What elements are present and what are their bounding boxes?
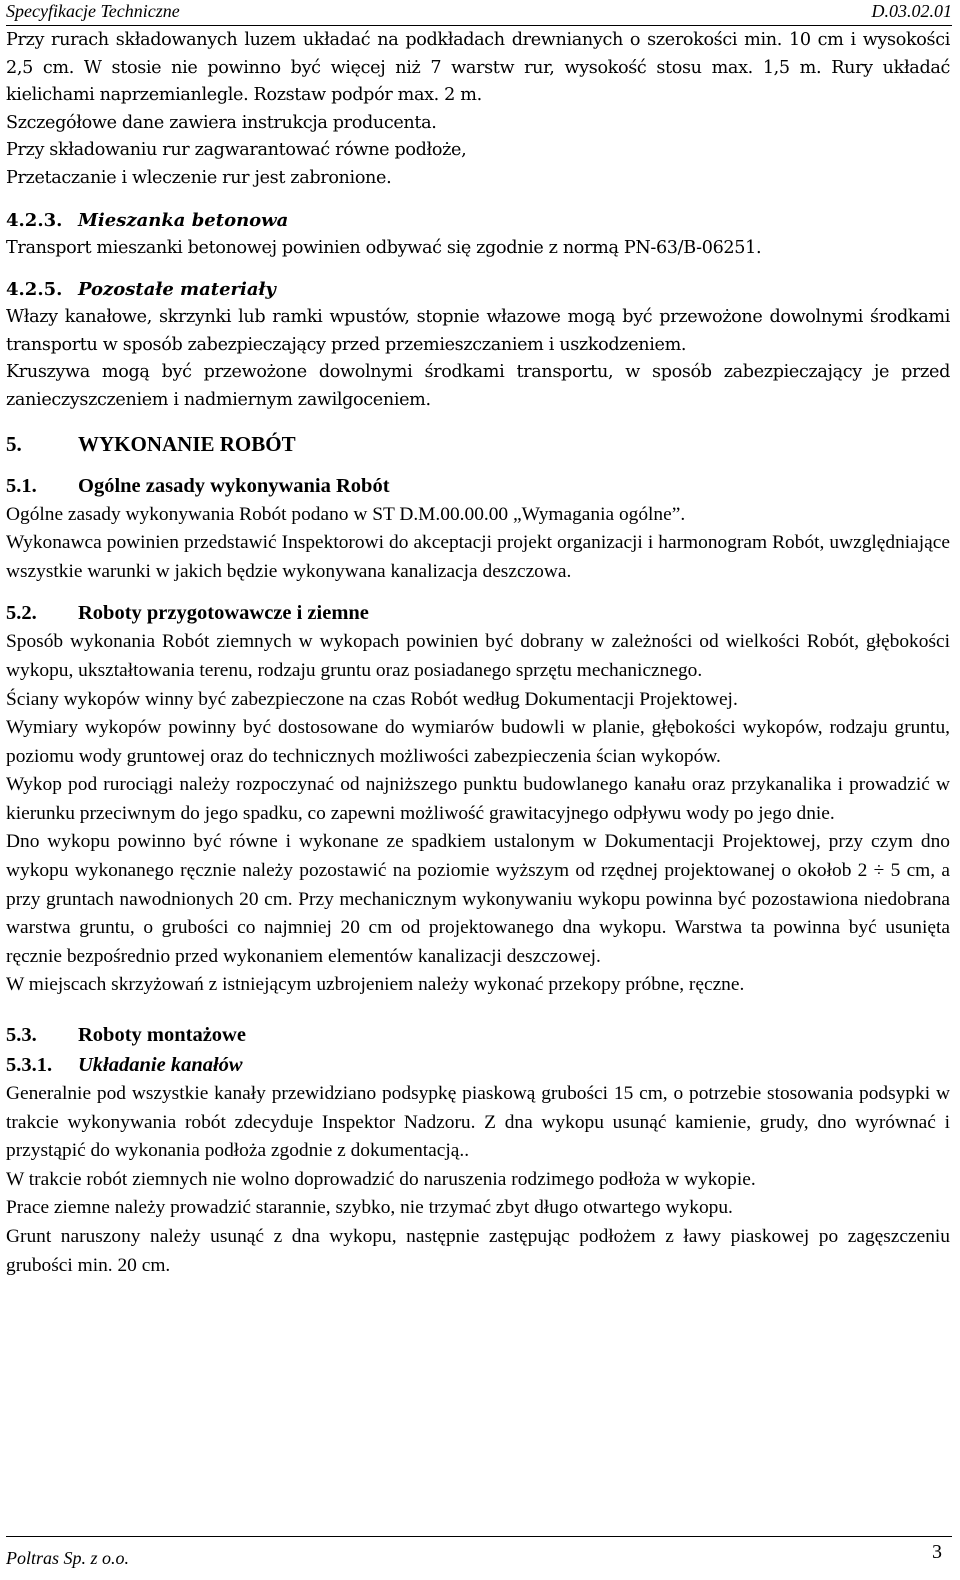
paragraph: Ogólne zasady wykonywania Robót podano w ST D.M.00.00.00 „Wymagania ogólne”.	[6, 503, 686, 525]
section-number: 5.1.	[6, 474, 37, 497]
intro-block	[6, 27, 950, 193]
page-number: 3	[932, 1541, 942, 1563]
document-body	[6, 27, 950, 1280]
paragraph: W trakcie robót ziemnych nie wolno doprowadzić do naruszenia rodzimego podłoża w wykopie.	[6, 1168, 756, 1190]
section-title: Roboty przygotowawcze i ziemne	[78, 602, 369, 625]
section-title: Układanie kanałów	[78, 1054, 243, 1077]
section-heading-5	[6, 429, 950, 459]
paragraph: W miejscach skrzyżowań z istniejącym uzbrojeniem należy wykonać przekopy próbne, ręczne.	[6, 974, 745, 996]
paragraph: Wykonawca powinien przedstawić Inspektorowi do akceptacji projekt organizacji i harmonogram Robót, uwzględniające wszystkie warunki w jakich będzie wykonywana kanalizacja deszczowa.	[6, 532, 950, 582]
paragraph: Ściany wykopów winny być zabezpieczone na czas Robót według Dokumentacji Projektowej.	[6, 688, 738, 710]
paragraph: Wykop pod rurociągi należy rozpoczynać od najniższego punktu budowlanego kanału oraz przykanalika i prowadzić w kierunku przeciwnym do jego spadku, co zapewni możliwość grawitacyjnego odpływu wody po jego dnie.	[6, 774, 950, 824]
paragraph: Wymiary wykopów powinny być dostosowane do wymiarów budowli w planie, głębokości wykopów, rodzaju gruntu, poziomu wody gruntowej oraz do technicznych możliwości zabezpieczenia ścian wykopów.	[6, 717, 950, 767]
paragraph: Transport mieszanki betonowej powinien odbywać się zgodnie z normą PN-63/B-06251.	[6, 237, 762, 258]
section-heading-5-3-1	[6, 1050, 950, 1080]
page-footer	[6, 1536, 952, 1577]
header-spec-code: D.03.02.01	[871, 1, 952, 21]
paragraph: Prace ziemne należy prowadzić starannie, szybko, nie trzymać zbyt długo otwartego wykopu.	[6, 1197, 733, 1219]
section-title: Mieszanka betonowa	[78, 209, 289, 231]
paragraph: Włazy kanałowe, skrzynki lub ramki wpustów, stopnie włazowe mogą być przewożone dowolnymi środkami transportu w sposób zabezpieczający przed przemieszczaniem i uszkodzeniem.	[6, 307, 950, 355]
page-header	[6, 0, 952, 26]
paragraph: Szczegółowe dane zawiera instrukcja producenta.	[6, 112, 437, 133]
paragraph: Grunt naruszony należy usunąć z dna wykopu, następnie zastępując podłożem z ławy piaskowej po zagęszczeniu grubości min. 20 cm.	[6, 1226, 950, 1276]
section-heading-5-2	[6, 598, 950, 628]
section-heading-5-3	[6, 1020, 950, 1050]
section-number: 4.2.5.	[6, 279, 63, 301]
section-title: Pozostałe materiały	[78, 279, 276, 301]
section-number: 4.2.3.	[6, 209, 63, 231]
section-title: WYKONANIE ROBÓT	[78, 431, 296, 456]
section-number: 5.2.	[6, 602, 37, 625]
footer-company: Poltras Sp. z o.o.	[6, 1548, 130, 1568]
paragraph: Generalnie pod wszystkie kanały przewidziano podsypkę piaskową grubości 15 cm, o potrzebie stosowania podsypki w trakcie wykonywania robót zdecyduje Inspektor Nadzoru. Z dna wykopu usunąć kamienie, grudy, dno wyrównać i przystąpić do wykonania podłoża zgodnie z dokumentacją..	[6, 1083, 950, 1162]
section-number: 5.3.	[6, 1024, 37, 1047]
paragraph: Przetaczanie i wleczenie rur jest zabronione.	[6, 167, 392, 188]
section-title: Roboty montażowe	[78, 1024, 246, 1047]
paragraph: Kruszywa mogą być przewożone dowolnymi środkami transportu, w sposób zabezpieczający je przed zanieczyszczeniem i nadmiernym zawilgoceniem.	[6, 362, 950, 410]
paragraph: Przy składowaniu rur zagwarantować równe podłoże,	[6, 140, 467, 161]
header-title: Specyfikacje Techniczne	[6, 1, 180, 21]
section-number: 5.3.1.	[6, 1054, 53, 1077]
section-number: 5.	[6, 431, 22, 456]
section-title: Ogólne zasady wykonywania Robót	[78, 474, 390, 497]
paragraph: Przy rurach składowanych luzem układać na podkładach drewnianych o szerokości min. 10 cm i wysokości 2,5 cm. W stosie nie powinno być więcej niż 7 warstw rur, wysokość stosu max. 1,5 m. Rury układać kielichami naprzemianlegle. Rozstaw podpór max. 2 m.	[6, 30, 950, 106]
section-heading-4-2-3	[6, 207, 950, 235]
section-heading-4-2-5	[6, 276, 950, 304]
paragraph: Dno wykopu powinno być równe i wykonane ze spadkiem ustalonym w Dokumentacji Projektowej, przy czym dno wykopu wykonanego ręcznie należy pozostawić na poziomie wyższym od rzędnej projektowanej o okołob 2 ÷ 5 cm, a przy gruntach nawodnionych 20 cm. Przy mechanicznym wykonywaniu wykopu powinna być pozostawiona niedobrana warstwa gruntu, o grubości co najmniej 20 cm od projektowanego dna wykopu. Warstwa ta powinna być usunięta ręcznie bezpośrednio przed wykonaniem elementów kanalizacji deszczowej.	[6, 831, 950, 967]
paragraph: Sposób wykonania Robót ziemnych w wykopach powinien być dobrany w zależności od wielkości Robót, głębokości wykopu, ukształtowania terenu, rodzaju gruntu oraz posiadanego sprzętu mechanicznego.	[6, 631, 950, 681]
section-heading-5-1	[6, 471, 950, 501]
